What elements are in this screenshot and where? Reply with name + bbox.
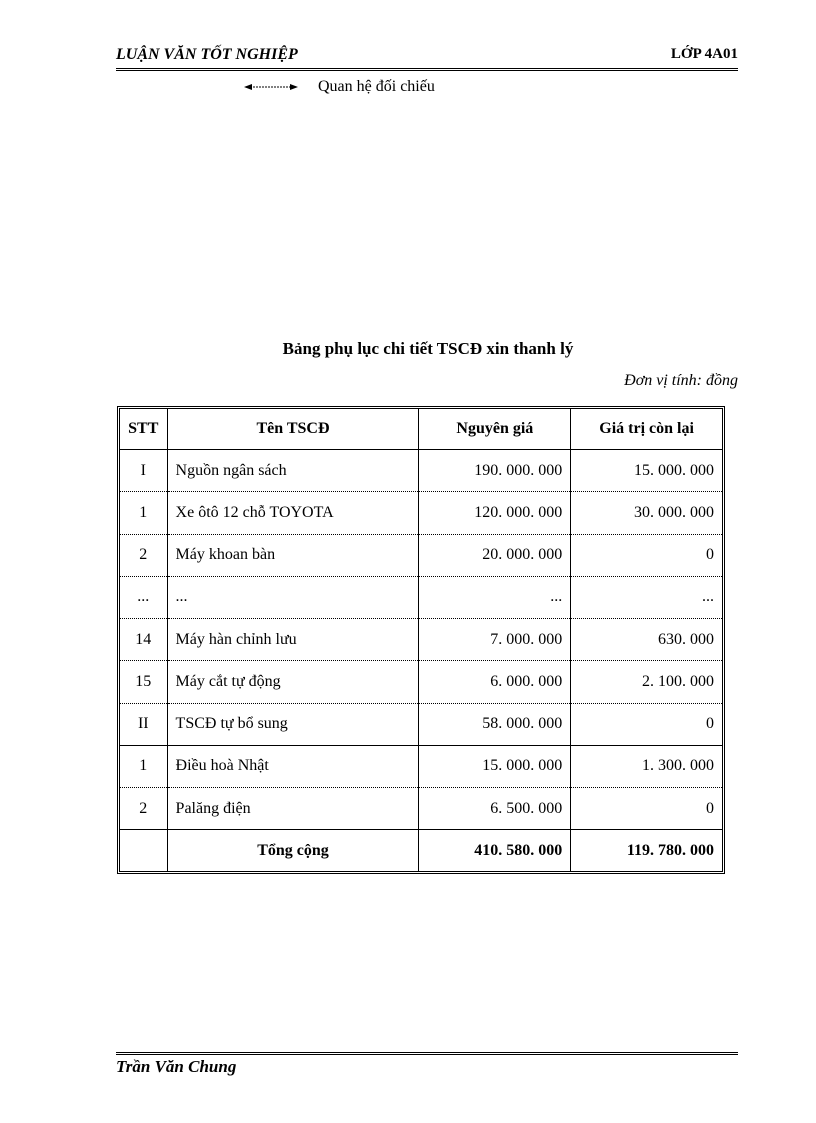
total-remaining-value: 119. 780. 000 xyxy=(571,830,722,871)
cell-original-price: 15. 000. 000 xyxy=(419,745,571,787)
thesis-title: LUẬN VĂN TỐT NGHIỆP xyxy=(116,46,298,63)
cell-name: Xe ôtô 12 chỗ TOYOTA xyxy=(167,492,419,534)
header-original-price: Nguyên giá xyxy=(419,409,571,450)
cell-stt: I xyxy=(120,450,167,492)
author-name: Trần Văn Chung xyxy=(116,1057,237,1076)
table-header-row xyxy=(120,409,722,450)
cell-name: TSCĐ tự bổ sung xyxy=(167,703,419,745)
asset-table xyxy=(117,406,725,874)
cell-name: Palăng điện xyxy=(167,788,419,830)
cell-stt: 1 xyxy=(120,745,167,787)
header-stt: STT xyxy=(120,409,167,450)
cell-original-price: 120. 000. 000 xyxy=(419,492,571,534)
total-row xyxy=(120,830,722,871)
cell-stt-empty xyxy=(120,830,167,871)
table-row xyxy=(120,576,722,618)
cell-original-price: 6. 500. 000 xyxy=(419,788,571,830)
cell-original-price: 190. 000. 000 xyxy=(419,450,571,492)
double-arrow-icon xyxy=(244,82,298,92)
cell-stt: 15 xyxy=(120,661,167,703)
cell-remaining-value: ... xyxy=(571,576,722,618)
table-row xyxy=(120,450,722,492)
cell-name: Máy hàn chỉnh lưu xyxy=(167,619,419,661)
header-name: Tên TSCĐ xyxy=(167,409,419,450)
table-row xyxy=(120,492,722,534)
table-title: Bảng phụ lục chi tiết TSCĐ xin thanh lý xyxy=(282,339,574,358)
cell-original-price: ... xyxy=(419,576,571,618)
cell-name: ... xyxy=(167,576,419,618)
cell-remaining-value: 0 xyxy=(571,703,722,745)
cell-name: Điều hoà Nhật xyxy=(167,745,419,787)
cell-name: Máy cắt tự động xyxy=(167,661,419,703)
cell-name: Nguồn ngân sách xyxy=(167,450,419,492)
unit-label: Đơn vị tính: đồng xyxy=(624,372,738,389)
cell-stt: 14 xyxy=(120,619,167,661)
cell-remaining-value: 0 xyxy=(571,788,722,830)
cell-original-price: 7. 000. 000 xyxy=(419,619,571,661)
cell-stt: 2 xyxy=(120,534,167,576)
table-row xyxy=(120,745,722,787)
cell-original-price: 6. 000. 000 xyxy=(419,661,571,703)
total-label: Tổng cộng xyxy=(167,830,419,871)
cell-remaining-value: 1. 300. 000 xyxy=(571,745,722,787)
cell-original-price: 58. 000. 000 xyxy=(419,703,571,745)
cell-stt: 1 xyxy=(120,492,167,534)
table-row xyxy=(120,661,722,703)
table-row xyxy=(120,703,722,745)
cell-remaining-value: 2. 100. 000 xyxy=(571,661,722,703)
table-row xyxy=(120,534,722,576)
legend-label: Quan hệ đối chiếu xyxy=(318,78,435,95)
cell-stt: II xyxy=(120,703,167,745)
header-remaining-value: Giá trị còn lại xyxy=(571,409,722,450)
cell-remaining-value: 15. 000. 000 xyxy=(571,450,722,492)
total-original-price: 410. 580. 000 xyxy=(419,830,571,871)
cell-stt: 2 xyxy=(120,788,167,830)
table-row xyxy=(120,788,722,830)
cell-name: Máy khoan bàn xyxy=(167,534,419,576)
cell-remaining-value: 630. 000 xyxy=(571,619,722,661)
page-header xyxy=(116,44,738,71)
cell-original-price: 20. 000. 000 xyxy=(419,534,571,576)
table-row xyxy=(120,619,722,661)
legend xyxy=(244,76,435,98)
class-label: LỚP 4A01 xyxy=(670,46,738,62)
cell-stt: ... xyxy=(120,576,167,618)
page-footer xyxy=(116,1052,738,1077)
cell-remaining-value: 30. 000. 000 xyxy=(571,492,722,534)
cell-remaining-value: 0 xyxy=(571,534,722,576)
